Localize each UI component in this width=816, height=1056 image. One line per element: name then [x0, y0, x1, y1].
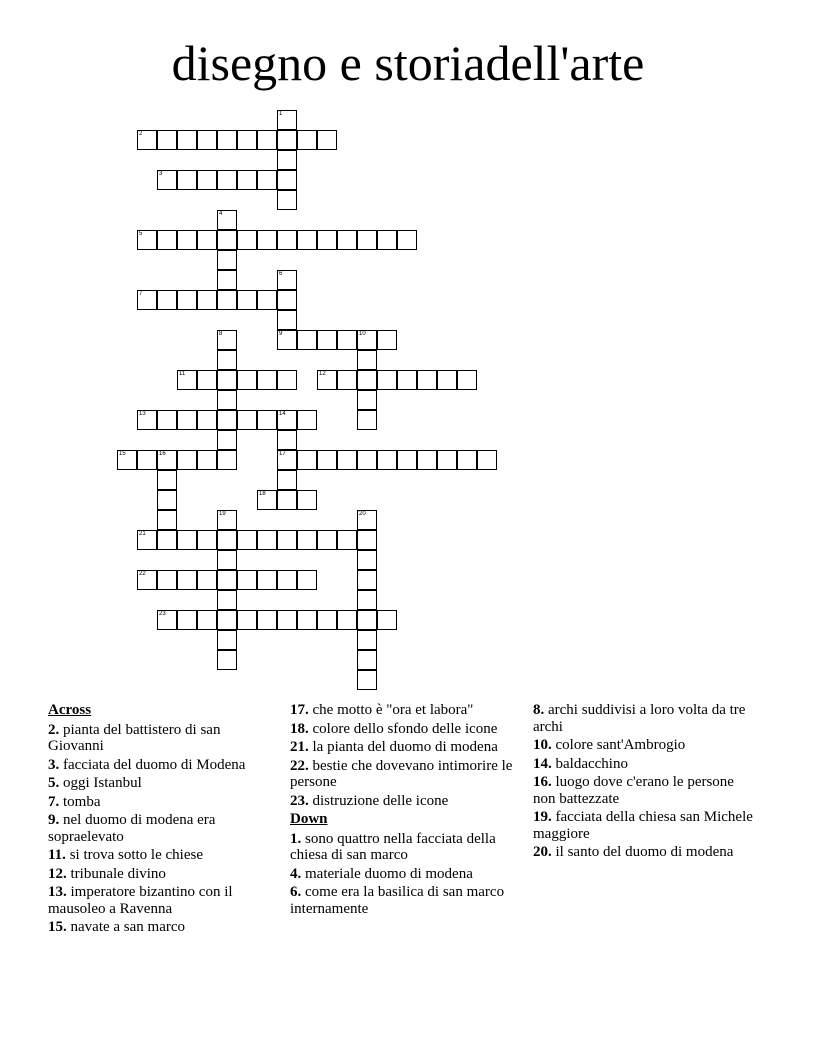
clue-number: 4. — [290, 865, 302, 882]
grid-cell[interactable] — [217, 130, 237, 150]
grid-cell[interactable] — [277, 430, 297, 450]
grid-cell[interactable] — [257, 530, 277, 550]
grid-cell[interactable] — [157, 470, 177, 490]
clue-number: 8. — [533, 702, 545, 718]
grid-cell[interactable] — [217, 590, 237, 610]
grid-cell[interactable] — [317, 450, 337, 470]
grid-cell[interactable] — [217, 550, 237, 570]
clue-text: archi suddivisi a loro volta da tre archi — [533, 702, 746, 735]
clue-text: si trova sotto le chiese — [69, 847, 203, 863]
grid-cell[interactable] — [317, 330, 337, 350]
clue-across-15 — [48, 919, 273, 936]
grid-cell[interactable] — [357, 230, 377, 250]
grid-cell[interactable] — [337, 450, 357, 470]
grid-cell[interactable] — [177, 610, 197, 630]
grid-cell[interactable] — [217, 230, 237, 250]
grid-cell[interactable] — [217, 430, 237, 450]
cell-number: 4 — [219, 211, 223, 217]
grid-cell[interactable] — [357, 610, 377, 630]
grid-cell[interactable] — [337, 530, 357, 550]
grid-cell[interactable] — [157, 450, 177, 470]
clue-across-21 — [290, 739, 515, 756]
grid-cell[interactable] — [177, 170, 197, 190]
grid-cell[interactable] — [217, 450, 237, 470]
grid-cell[interactable] — [197, 170, 217, 190]
grid-cell[interactable] — [317, 370, 337, 390]
grid-cell[interactable] — [357, 370, 377, 390]
grid-cell[interactable] — [217, 610, 237, 630]
grid-cell[interactable] — [277, 570, 297, 590]
across-heading: Across — [48, 702, 92, 718]
grid-cell[interactable] — [357, 530, 377, 550]
grid-cell[interactable] — [377, 450, 397, 470]
clue-down-19 — [533, 809, 758, 842]
cell-number: 11 — [179, 371, 186, 377]
clue-down-6 — [290, 884, 515, 917]
grid-cell[interactable] — [257, 130, 277, 150]
clue-text: colore sant'Ambrogio — [555, 737, 686, 753]
grid-cell[interactable] — [337, 330, 357, 350]
grid-cell[interactable] — [137, 530, 157, 550]
clue-column-2 — [290, 702, 515, 919]
grid-cell[interactable] — [217, 570, 237, 590]
grid-cell[interactable] — [277, 610, 297, 630]
grid-cell[interactable] — [177, 290, 197, 310]
grid-cell[interactable] — [237, 410, 257, 430]
grid-cell[interactable] — [217, 410, 237, 430]
grid-cell[interactable] — [277, 130, 297, 150]
grid-cell[interactable] — [277, 190, 297, 210]
grid-cell[interactable] — [177, 530, 197, 550]
clue-number: 18. — [290, 720, 309, 737]
grid-cell[interactable] — [337, 230, 357, 250]
down-heading: Down — [290, 811, 328, 827]
grid-cell[interactable] — [437, 370, 457, 390]
clue-text: materiale duomo di modena — [305, 865, 473, 882]
cell-number: 23 — [159, 611, 166, 617]
grid-cell[interactable] — [357, 330, 377, 350]
grid-cell[interactable] — [397, 230, 417, 250]
grid-cell[interactable] — [237, 290, 257, 310]
clue-text: come era la basilica di san marco internamente — [290, 884, 505, 917]
grid-cell[interactable] — [157, 530, 177, 550]
clue-text: nel duomo di modena era sopraelevato — [48, 812, 216, 845]
grid-cell[interactable] — [277, 290, 297, 310]
clue-text: colore dello sfondo delle icone — [312, 720, 498, 737]
grid-cell[interactable] — [157, 230, 177, 250]
clue-text: facciata della chiesa san Michele maggiore — [533, 809, 753, 842]
grid-cell[interactable] — [217, 650, 237, 670]
clue-across-13 — [48, 884, 273, 917]
clue-text: navate a san marco — [70, 919, 186, 935]
cell-number: 19 — [219, 511, 226, 517]
grid-cell[interactable] — [277, 410, 297, 430]
grid-cell[interactable] — [277, 470, 297, 490]
clue-number: 14. — [533, 755, 552, 772]
grid-cell[interactable] — [317, 610, 337, 630]
clue-text: oggi Istanbul — [63, 775, 142, 791]
clue-number: 21. — [290, 739, 309, 755]
grid-cell[interactable] — [417, 370, 437, 390]
clue-number: 13. — [48, 884, 67, 900]
clue-number: 7. — [48, 793, 60, 810]
clue-text: baldacchino — [555, 755, 628, 772]
grid-cell[interactable] — [257, 610, 277, 630]
clue-across-11 — [48, 847, 273, 864]
grid-cell[interactable] — [137, 230, 157, 250]
cell-number: 15 — [119, 451, 126, 457]
clue-text: sono quattro nella facciata della chiesa di san marco — [290, 830, 496, 863]
grid-cell[interactable] — [437, 450, 457, 470]
grid-cell[interactable] — [317, 130, 337, 150]
grid-cell[interactable] — [157, 410, 177, 430]
grid-cell[interactable] — [197, 370, 217, 390]
cell-number: 22 — [139, 571, 146, 577]
grid-cell[interactable] — [217, 390, 237, 410]
grid-cell[interactable] — [317, 530, 337, 550]
grid-cell[interactable] — [377, 610, 397, 630]
grid-cell[interactable] — [477, 450, 497, 470]
grid-cell[interactable] — [277, 450, 297, 470]
grid-cell[interactable] — [157, 490, 177, 510]
grid-cell[interactable] — [217, 370, 237, 390]
grid-cell[interactable] — [217, 270, 237, 290]
grid-cell[interactable] — [297, 450, 317, 470]
grid-cell[interactable] — [137, 410, 157, 430]
grid-cell[interactable] — [357, 590, 377, 610]
cell-number: 7 — [139, 291, 143, 297]
clue-number: 22. — [290, 757, 309, 774]
cell-number: 12 — [319, 371, 326, 377]
grid-cell[interactable] — [297, 410, 317, 430]
cell-number: 8 — [219, 331, 223, 337]
clue-across-18 — [290, 721, 515, 738]
clue-column-3 — [533, 702, 758, 863]
grid-cell[interactable] — [237, 570, 257, 590]
grid-cell[interactable] — [217, 350, 237, 370]
grid-cell[interactable] — [297, 130, 317, 150]
clue-number: 9. — [48, 812, 60, 828]
clue-text: tomba — [63, 793, 101, 810]
cell-number: 10 — [359, 331, 366, 337]
grid-cell[interactable] — [217, 330, 237, 350]
grid-cell[interactable] — [157, 570, 177, 590]
grid-cell[interactable] — [257, 290, 277, 310]
clue-number: 19. — [533, 809, 552, 825]
clue-across-3 — [48, 757, 273, 774]
clue-number: 17. — [290, 702, 309, 718]
clue-text: la pianta del duomo di modena — [312, 739, 498, 755]
grid-cell[interactable] — [297, 570, 317, 590]
grid-cell[interactable] — [157, 290, 177, 310]
clue-number: 6. — [290, 884, 302, 900]
grid-cell[interactable] — [397, 450, 417, 470]
cell-number: 14 — [279, 411, 286, 417]
cell-number: 17 — [279, 451, 286, 457]
clue-number: 10. — [533, 737, 552, 753]
grid-cell[interactable] — [197, 450, 217, 470]
grid-cell[interactable] — [117, 450, 137, 470]
grid-cell[interactable] — [357, 390, 377, 410]
clue-across-7 — [48, 794, 273, 811]
grid-cell[interactable] — [277, 490, 297, 510]
clue-down-20 — [533, 844, 758, 861]
cell-number: 21 — [139, 531, 146, 537]
grid-cell[interactable] — [257, 570, 277, 590]
grid-cell[interactable] — [237, 370, 257, 390]
cell-number: 3 — [159, 171, 163, 177]
grid-cell[interactable] — [197, 290, 217, 310]
grid-cell[interactable] — [137, 570, 157, 590]
grid-cell[interactable] — [217, 510, 237, 530]
grid-cell[interactable] — [357, 410, 377, 430]
grid-cell[interactable] — [237, 610, 257, 630]
grid-cell[interactable] — [197, 570, 217, 590]
cell-number: 6 — [279, 271, 283, 277]
grid-cell[interactable] — [357, 550, 377, 570]
clue-number: 11. — [48, 847, 66, 863]
clue-text: luogo dove c'erano le persone non battezzate — [533, 774, 734, 807]
grid-cell[interactable] — [357, 650, 377, 670]
grid-cell[interactable] — [257, 370, 277, 390]
puzzle-title: disegno e storiadell'arte — [171, 35, 645, 91]
grid-cell[interactable] — [397, 370, 417, 390]
grid-cell[interactable] — [357, 350, 377, 370]
grid-cell[interactable] — [357, 570, 377, 590]
clue-across-2 — [48, 722, 273, 755]
grid-cell[interactable] — [217, 290, 237, 310]
clue-number: 20. — [533, 844, 552, 860]
grid-cell[interactable] — [197, 410, 217, 430]
grid-cell[interactable] — [277, 310, 297, 330]
clue-number: 23. — [290, 792, 309, 809]
grid-cell[interactable] — [297, 490, 317, 510]
grid-cell[interactable] — [357, 450, 377, 470]
grid-cell[interactable] — [277, 370, 297, 390]
grid-cell[interactable] — [217, 250, 237, 270]
clue-number: 12. — [48, 865, 67, 882]
grid-cell[interactable] — [317, 230, 337, 250]
grid-cell[interactable] — [297, 530, 317, 550]
clue-number: 1. — [290, 830, 302, 847]
grid-cell[interactable] — [257, 170, 277, 190]
cell-number: 2 — [139, 131, 143, 137]
clue-number: 3. — [48, 756, 60, 773]
cell-number: 13 — [139, 411, 146, 417]
grid-cell[interactable] — [237, 170, 257, 190]
clue-text: bestie che dovevano intimorire le persone — [290, 757, 513, 790]
grid-cell[interactable] — [157, 610, 177, 630]
grid-cell[interactable] — [237, 130, 257, 150]
grid-cell[interactable] — [277, 230, 297, 250]
grid-cell[interactable] — [277, 330, 297, 350]
clue-number: 15. — [48, 919, 67, 935]
clue-across-23 — [290, 793, 515, 810]
grid-cell[interactable] — [137, 450, 157, 470]
clue-down-1 — [290, 831, 515, 864]
clue-down-8 — [533, 702, 758, 735]
clue-text: facciata del duomo di Modena — [63, 756, 246, 773]
grid-cell[interactable] — [217, 210, 237, 230]
cell-number: 18 — [259, 491, 266, 497]
grid-cell[interactable] — [197, 230, 217, 250]
grid-cell[interactable] — [377, 230, 397, 250]
grid-cell[interactable] — [177, 370, 197, 390]
grid-cell[interactable] — [297, 610, 317, 630]
grid-cell[interactable] — [357, 510, 377, 530]
clue-across-9 — [48, 812, 273, 845]
grid-cell[interactable] — [177, 230, 197, 250]
clue-across-12 — [48, 866, 273, 883]
grid-cell[interactable] — [357, 630, 377, 650]
cell-number: 5 — [139, 231, 143, 237]
grid-cell[interactable] — [157, 170, 177, 190]
grid-cell[interactable] — [177, 450, 197, 470]
grid-cell[interactable] — [297, 330, 317, 350]
grid-cell[interactable] — [257, 490, 277, 510]
clue-text: pianta del battistero di san Giovanni — [48, 721, 221, 754]
clue-down-16 — [533, 774, 758, 807]
grid-cell[interactable] — [257, 230, 277, 250]
clue-text: il santo del duomo di modena — [555, 844, 734, 860]
grid-cell[interactable] — [457, 370, 477, 390]
cell-number: 20 — [359, 511, 366, 517]
clue-text: che motto è "ora et labora" — [312, 702, 474, 718]
clue-number: 5. — [48, 775, 60, 791]
clue-text: distruzione delle icone — [312, 792, 449, 809]
grid-cell[interactable] — [377, 330, 397, 350]
cell-number: 16 — [159, 451, 166, 457]
grid-cell[interactable] — [337, 370, 357, 390]
clue-text: imperatore bizantino con il mausoleo a Ravenna — [48, 884, 233, 917]
grid-cell[interactable] — [197, 530, 217, 550]
grid-cell[interactable] — [137, 290, 157, 310]
clue-down-10 — [533, 737, 758, 754]
grid-cell[interactable] — [277, 150, 297, 170]
grid-cell[interactable] — [377, 370, 397, 390]
grid-cell[interactable] — [157, 130, 177, 150]
grid-cell[interactable] — [217, 170, 237, 190]
grid-cell[interactable] — [137, 130, 157, 150]
clue-across-22 — [290, 758, 515, 791]
grid-cell[interactable] — [197, 130, 217, 150]
grid-cell[interactable] — [177, 130, 197, 150]
cell-number: 1 — [279, 111, 283, 117]
cell-number: 9 — [279, 331, 283, 337]
grid-cell[interactable] — [217, 630, 237, 650]
clue-number: 16. — [533, 774, 552, 790]
clue-down-14 — [533, 756, 758, 773]
grid-cell[interactable] — [157, 510, 177, 530]
grid-cell[interactable] — [277, 270, 297, 290]
grid-cell[interactable] — [177, 570, 197, 590]
grid-cell[interactable] — [417, 450, 437, 470]
grid-cell[interactable] — [197, 610, 217, 630]
clue-across-17 — [290, 702, 515, 719]
grid-cell[interactable] — [297, 230, 317, 250]
grid-cell[interactable] — [237, 530, 257, 550]
grid-cell[interactable] — [277, 170, 297, 190]
grid-cell[interactable] — [337, 610, 357, 630]
grid-cell[interactable] — [257, 410, 277, 430]
grid-cell[interactable] — [177, 410, 197, 430]
grid-cell[interactable] — [357, 670, 377, 690]
clue-down-4 — [290, 866, 515, 883]
grid-cell[interactable] — [217, 530, 237, 550]
clue-text: tribunale divino — [70, 865, 166, 882]
grid-cell[interactable] — [457, 450, 477, 470]
clue-across-5 — [48, 775, 273, 792]
clue-column-1 — [48, 702, 273, 938]
grid-cell[interactable] — [237, 230, 257, 250]
grid-cell[interactable] — [277, 110, 297, 130]
grid-cell[interactable] — [277, 530, 297, 550]
clue-number: 2. — [48, 721, 60, 738]
